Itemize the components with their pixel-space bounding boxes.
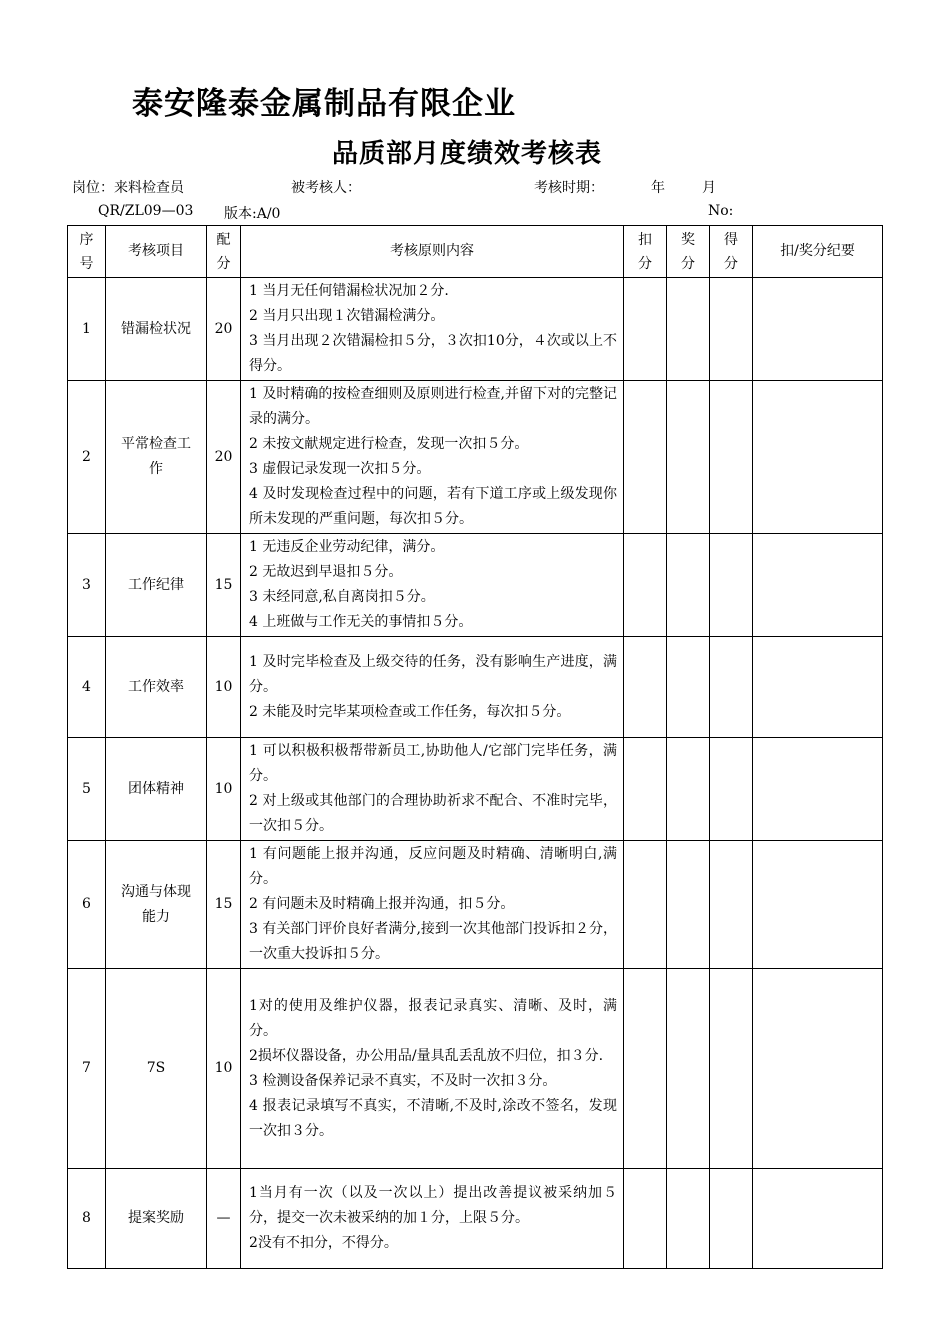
record-cell[interactable] bbox=[753, 969, 883, 1169]
rule-line: 1当月有一次（以及一次以上）提出改善提议被采纳加５分，提交一次未被采纳的加１分，上限５分。 bbox=[249, 1185, 617, 1226]
document-code: QR/ZL09—03 bbox=[98, 203, 194, 219]
rule-line: 1 无违反企业劳动纪律，满分。 bbox=[249, 539, 445, 555]
document-version: 版本:A/0 bbox=[224, 206, 281, 222]
rule-line: 3 检测设备保养记录不真实，不及时一次扣３分。 bbox=[249, 1072, 557, 1089]
row-score: — bbox=[207, 1169, 241, 1269]
row-score: 20 bbox=[207, 278, 241, 381]
rule-line: 1 可以积极积极帮带新员工,协助他人/它部门完毕任务，满分。 bbox=[249, 743, 617, 784]
row-item: 沟通与体现能力 bbox=[106, 841, 207, 969]
deduct-cell[interactable] bbox=[624, 969, 667, 1169]
row-item: 7S bbox=[106, 969, 207, 1169]
row-rules bbox=[241, 381, 624, 534]
bonus-cell[interactable] bbox=[667, 841, 710, 969]
rule-line: 2 无故迟到早退扣５分。 bbox=[249, 564, 403, 580]
row-seq: 6 bbox=[68, 841, 106, 969]
row-item: 工作效率 bbox=[106, 637, 207, 738]
rule-line: 3 未经同意,私自离岗扣５分。 bbox=[249, 589, 435, 605]
deduct-cell[interactable] bbox=[624, 637, 667, 738]
rule-line: 2没有不扣分，不得分。 bbox=[249, 1235, 398, 1251]
row-seq: 2 bbox=[68, 381, 106, 534]
rule-line: 1 及时精确的按检查细则及原则进行检查,并留下对的完整记录的满分。 bbox=[249, 386, 617, 427]
bonus-cell[interactable] bbox=[667, 534, 710, 637]
header-score: 配 分 bbox=[207, 226, 241, 278]
header-criteria: 考核原则内容 bbox=[241, 226, 624, 278]
row-seq: 8 bbox=[68, 1169, 106, 1269]
rule-line: 3 当月出现２次错漏检扣５分，３次扣10分，４次或以上不得分。 bbox=[249, 333, 617, 374]
record-cell[interactable] bbox=[753, 534, 883, 637]
deduct-cell[interactable] bbox=[624, 738, 667, 841]
row-seq: 5 bbox=[68, 738, 106, 841]
result-cell[interactable] bbox=[710, 381, 753, 534]
header-bonus: 奖 分 bbox=[667, 226, 710, 278]
table-row bbox=[68, 969, 883, 1169]
row-score: 10 bbox=[207, 637, 241, 738]
result-cell[interactable] bbox=[710, 738, 753, 841]
bonus-cell[interactable] bbox=[667, 381, 710, 534]
company-name: 泰安隆泰金属制品有限企业 bbox=[132, 86, 516, 122]
rule-line: 2 当月只出现１次错漏检满分。 bbox=[249, 308, 445, 324]
row-rules bbox=[241, 534, 624, 637]
rule-line: 2 有问题未及时精确上报并沟通，扣５分。 bbox=[249, 896, 515, 912]
deduct-cell[interactable] bbox=[624, 278, 667, 381]
row-rules bbox=[241, 841, 624, 969]
row-rules bbox=[241, 738, 624, 841]
bonus-cell[interactable] bbox=[667, 637, 710, 738]
record-cell[interactable] bbox=[753, 381, 883, 534]
table-row bbox=[68, 738, 883, 841]
deduct-cell[interactable] bbox=[624, 1169, 667, 1269]
period-year-label: 年 bbox=[651, 180, 665, 196]
form-title: 品质部月度绩效考核表 bbox=[332, 139, 603, 169]
assessment-table bbox=[67, 225, 883, 1269]
row-item: 工作纪律 bbox=[106, 534, 207, 637]
row-seq: 7 bbox=[68, 969, 106, 1169]
row-rules bbox=[241, 969, 624, 1169]
rule-line: 4 上班做与工作无关的事情扣５分。 bbox=[249, 614, 473, 630]
row-score: 15 bbox=[207, 841, 241, 969]
row-seq: 4 bbox=[68, 637, 106, 738]
row-score: 10 bbox=[207, 969, 241, 1169]
table-row bbox=[68, 278, 883, 381]
bonus-cell[interactable] bbox=[667, 1169, 710, 1269]
row-score: 15 bbox=[207, 534, 241, 637]
header-item: 考核项目 bbox=[106, 226, 207, 278]
rule-line: 1对的使用及维护仪器，报表记录真实、清晰、及时，满分。 bbox=[249, 997, 617, 1039]
table-row bbox=[68, 534, 883, 637]
row-seq: 1 bbox=[68, 278, 106, 381]
period-month-label: 月 bbox=[702, 180, 716, 196]
result-cell[interactable] bbox=[710, 841, 753, 969]
header-deduct: 扣 分 bbox=[624, 226, 667, 278]
rule-line: 1 及时完毕检查及上级交待的任务，没有影响生产进度，满分。 bbox=[249, 653, 617, 695]
header-result: 得 分 bbox=[710, 226, 753, 278]
result-cell[interactable] bbox=[710, 969, 753, 1169]
rule-line: 4 及时发现检查过程中的问题，若有下道工序或上级发现你所未发现的严重问题，每次扣５分。 bbox=[249, 486, 617, 527]
table-row bbox=[68, 841, 883, 969]
header-record: 扣/奖分纪要 bbox=[753, 226, 883, 278]
record-cell[interactable] bbox=[753, 841, 883, 969]
row-item: 平常检查工作 bbox=[106, 381, 207, 534]
deduct-cell[interactable] bbox=[624, 534, 667, 637]
row-item: 错漏检状况 bbox=[106, 278, 207, 381]
row-score: 10 bbox=[207, 738, 241, 841]
header-seq: 序 号 bbox=[68, 226, 106, 278]
rule-line: 3 虚假记录发现一次扣５分。 bbox=[249, 461, 431, 477]
rule-line: 2 未能及时完毕某项检查或工作任务，每次扣５分。 bbox=[249, 703, 571, 720]
record-cell[interactable] bbox=[753, 1169, 883, 1269]
assessee-label: 被考核人： bbox=[291, 180, 361, 196]
bonus-cell[interactable] bbox=[667, 969, 710, 1169]
table-header-row bbox=[68, 226, 883, 278]
deduct-cell[interactable] bbox=[624, 381, 667, 534]
result-cell[interactable] bbox=[710, 1169, 753, 1269]
rule-line: 1 有问题能上报并沟通，反应问题及时精确、清晰明白,满分。 bbox=[249, 846, 617, 887]
table-row bbox=[68, 1169, 883, 1269]
period-label: 考核时期： bbox=[534, 180, 604, 196]
row-item: 提案奖励 bbox=[106, 1169, 207, 1269]
deduct-cell[interactable] bbox=[624, 841, 667, 969]
rule-line: 4 报表记录填写不真实，不清晰,不及时,涂改不签名，发现一次扣３分。 bbox=[249, 1097, 617, 1139]
bonus-cell[interactable] bbox=[667, 738, 710, 841]
result-cell[interactable] bbox=[710, 637, 753, 738]
rule-line: 1 当月无任何错漏检状况加２分. bbox=[249, 283, 449, 299]
position-label: 岗位：来料检查员 bbox=[72, 180, 184, 196]
row-rules bbox=[241, 637, 624, 738]
bonus-cell[interactable] bbox=[667, 278, 710, 381]
record-cell[interactable] bbox=[753, 637, 883, 738]
result-cell[interactable] bbox=[710, 534, 753, 637]
table-row bbox=[68, 381, 883, 534]
result-cell[interactable] bbox=[710, 278, 753, 381]
record-cell[interactable] bbox=[753, 278, 883, 381]
rule-line: 3 有关部门评价良好者满分,接到一次其他部门投诉扣２分，一次重大投诉扣５分。 bbox=[249, 921, 617, 962]
rule-line: 2损坏仪器设备，办公用品/量具乱丢乱放不归位，扣３分. bbox=[249, 1047, 604, 1064]
row-rules bbox=[241, 1169, 624, 1269]
table-row bbox=[68, 637, 883, 738]
row-seq: 3 bbox=[68, 534, 106, 637]
document-number-label: No: bbox=[708, 203, 734, 219]
record-cell[interactable] bbox=[753, 738, 883, 841]
row-score: 20 bbox=[207, 381, 241, 534]
rule-line: 2 未按文献规定进行检查，发现一次扣５分。 bbox=[249, 436, 529, 452]
rule-line: 2 对上级或其他部门的合理协助祈求不配合、不准时完毕，一次扣５分。 bbox=[249, 793, 617, 834]
row-rules bbox=[241, 278, 624, 381]
row-item: 团体精神 bbox=[106, 738, 207, 841]
